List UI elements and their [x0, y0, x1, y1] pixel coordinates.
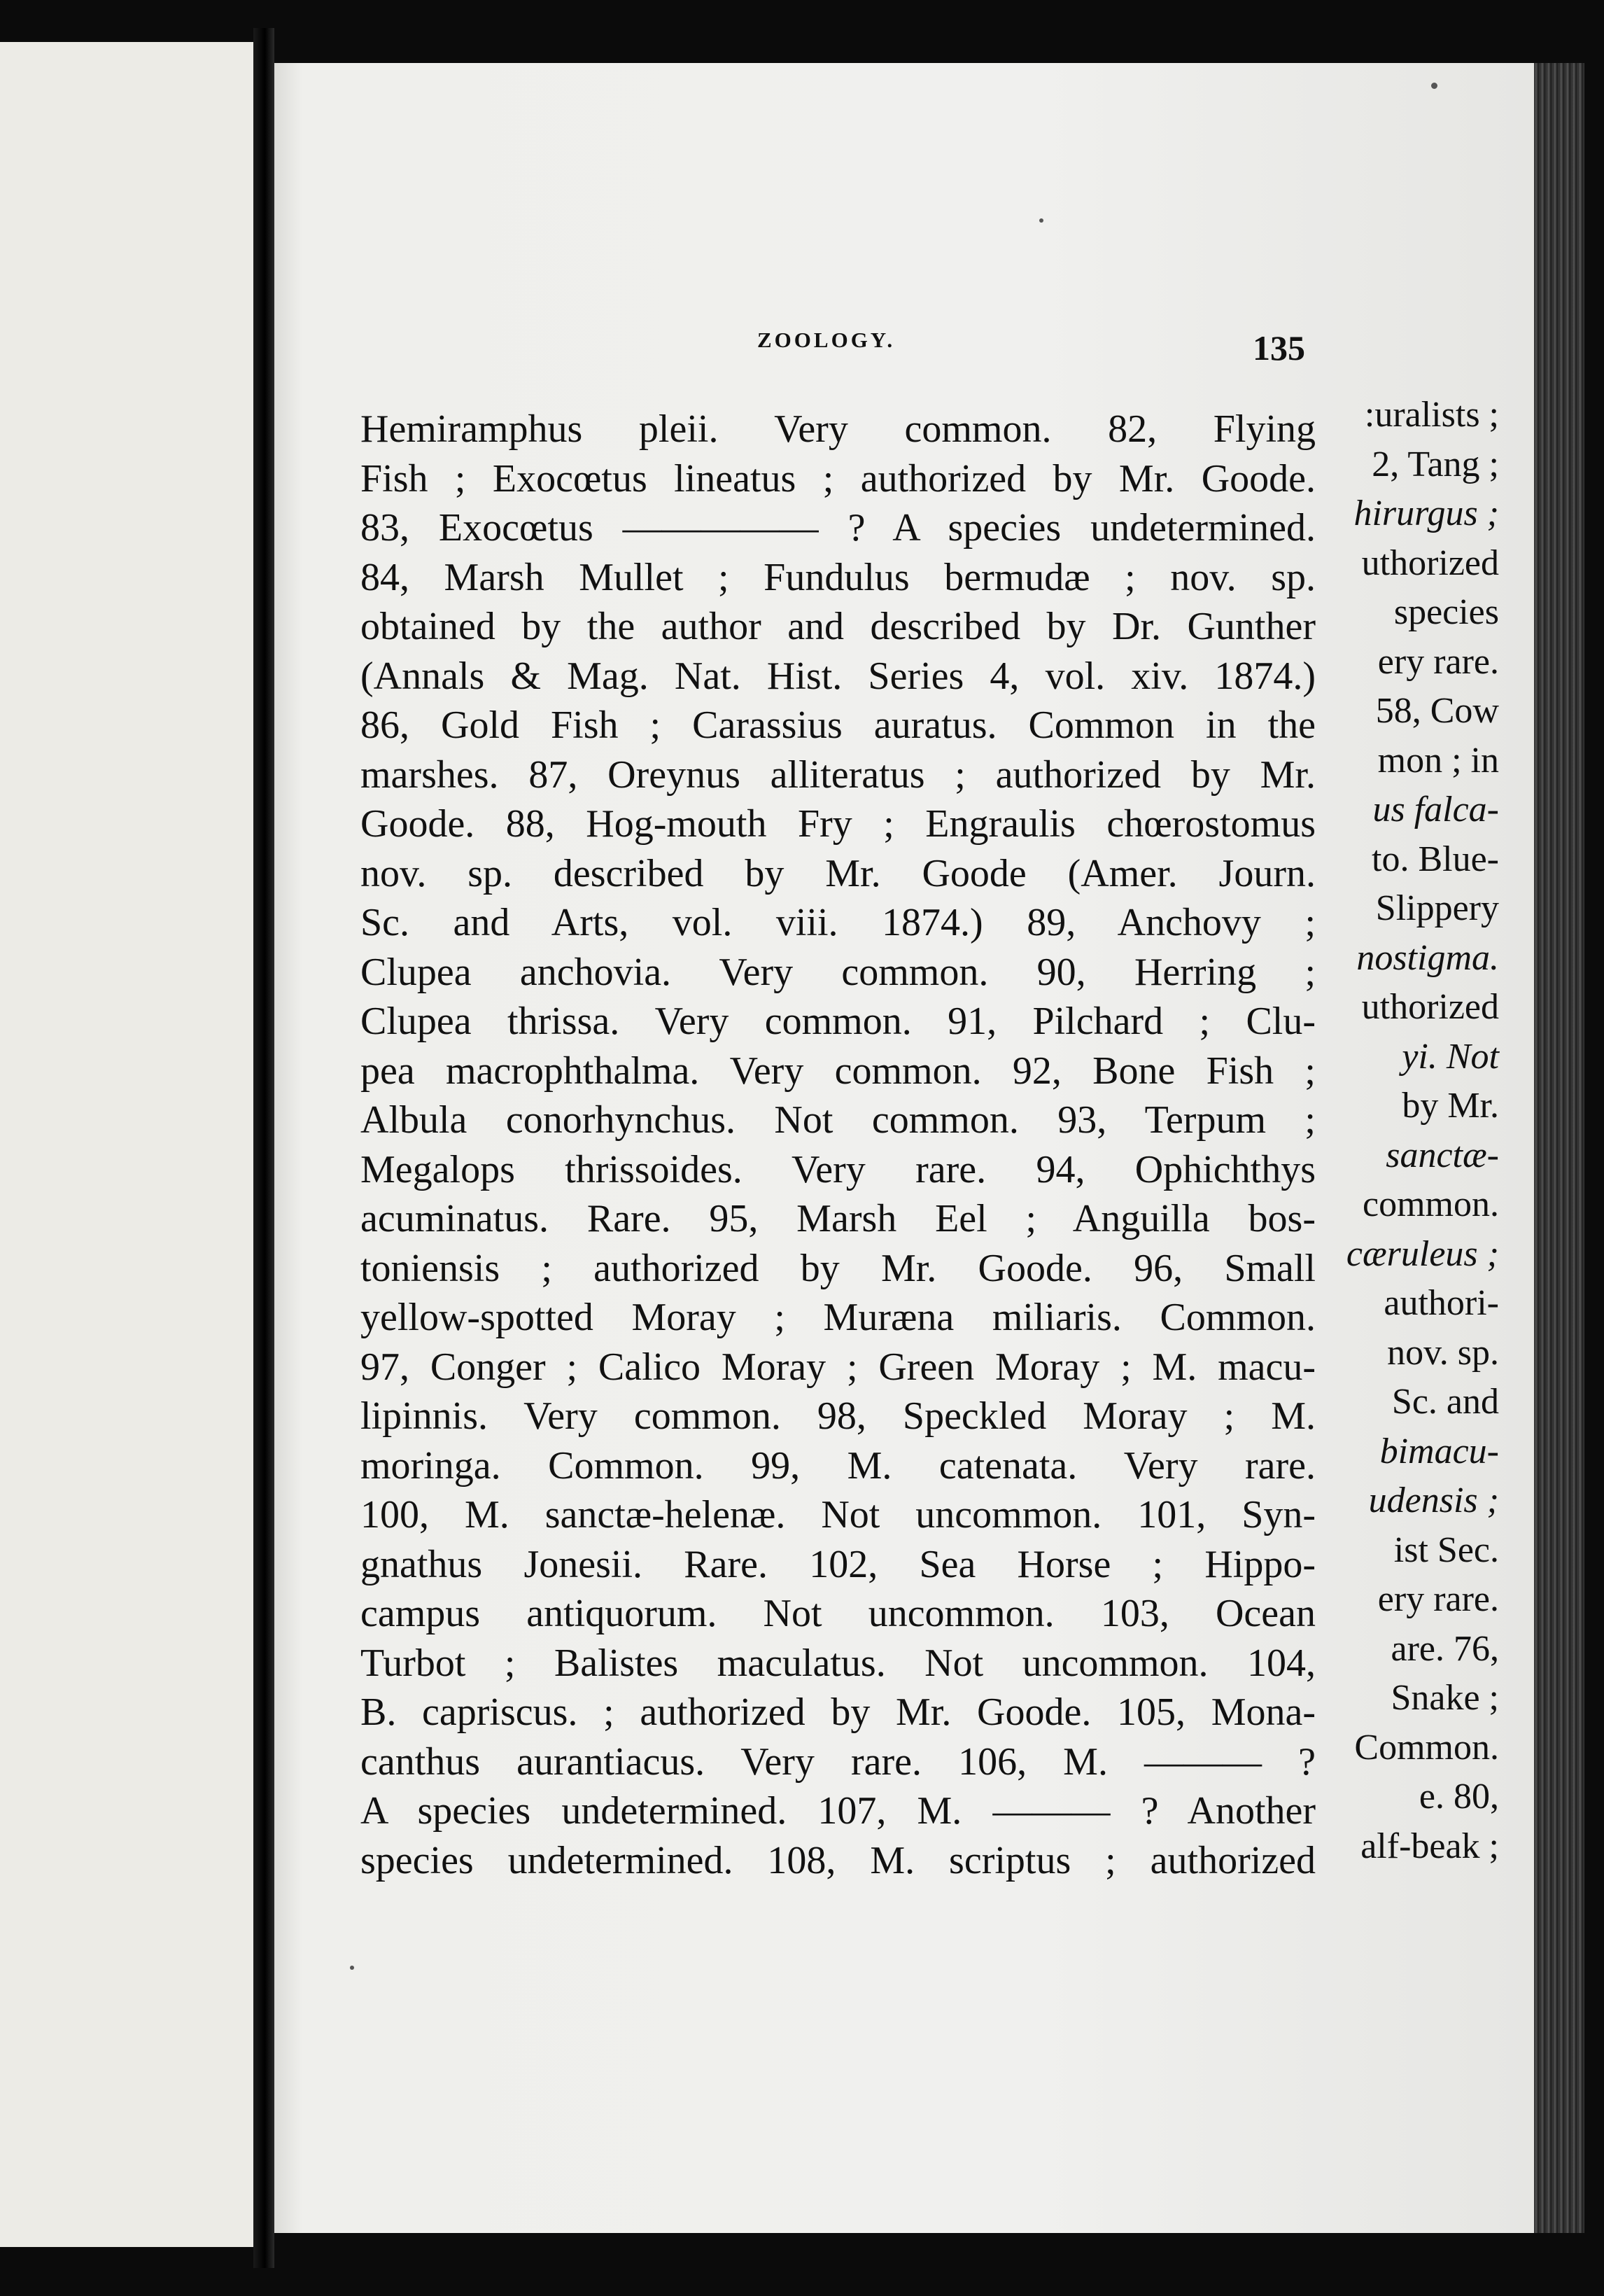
body-line: A species undetermined. 107, M. ——— ? Another	[360, 1789, 1316, 1833]
page-body-text	[360, 405, 1316, 1885]
body-line: Fish ; Exocœtus lineatus ; authorized by Mr. Goode.	[360, 456, 1316, 500]
body-line: Megalops thrissoides. Very rare. 94, Ophichthys	[360, 1147, 1316, 1191]
body-line: moringa. Common. 99, M. catenata. Very rare.	[360, 1443, 1316, 1488]
body-line: canthus aurantiacus. Very rare. 106, M. ——— ?	[360, 1740, 1316, 1784]
body-line: Albula conorhynchus. Not common. 93, Terpum ;	[360, 1098, 1316, 1142]
body-line: Clupea anchovia. Very common. 90, Herring ;	[360, 950, 1316, 994]
body-line: 100, M. sanctæ-helenæ. Not uncommon. 101, Syn-	[360, 1493, 1316, 1536]
left-page-fragment: Snake ;	[1391, 1678, 1499, 1718]
body-line: 84, Marsh Mullet ; Fundulus bermudæ ; nov. sp.	[360, 555, 1316, 599]
body-line: lipinnis. Very common. 98, Speckled Moray ; M.	[360, 1394, 1316, 1438]
page-number: 135	[1253, 328, 1305, 368]
left-page-fragment: ery rare.	[1377, 641, 1499, 682]
left-page-fragment: hirurgus ;	[1353, 493, 1499, 533]
left-page-text-fragments	[1334, 391, 1499, 1871]
left-page-fragment: uthorized	[1361, 542, 1499, 583]
speck	[1039, 218, 1043, 223]
left-page-fragment: mon ; in	[1377, 740, 1499, 780]
left-page-fragment: authori-	[1384, 1283, 1499, 1323]
body-line: nov. sp. described by Mr. Goode (Amer. Journ.	[360, 851, 1316, 895]
running-head: ZOOLOGY.	[757, 328, 896, 352]
left-page-fragment: yi. Not	[1402, 1036, 1499, 1077]
left-page-fragment: alf-beak ;	[1360, 1826, 1499, 1866]
left-page-fragment: e. 80,	[1419, 1777, 1499, 1816]
body-line: yellow-spotted Moray ; Muræna miliaris. Common.	[360, 1296, 1316, 1339]
speck	[350, 1966, 354, 1970]
left-page-fragment: are. 76,	[1391, 1628, 1499, 1669]
left-page-fragment: cæruleus ;	[1346, 1233, 1499, 1274]
body-line: Goode. 88, Hog-mouth Fry ; Engraulis chœrostomus	[360, 802, 1316, 846]
body-line: Turbot ; Balistes maculatus. Not uncommon. 104,	[360, 1641, 1316, 1685]
body-line: toniensis ; authorized by Mr. Goode. 96, Small	[360, 1246, 1316, 1290]
speck	[1431, 83, 1437, 89]
left-page-fragment: by Mr.	[1402, 1086, 1499, 1126]
left-page-fragment: Slippery	[1375, 888, 1499, 928]
body-line: 83, Exocœtus ————— ? A species undetermined.	[360, 506, 1316, 550]
body-line: (Annals & Mag. Nat. Hist. Series 4, vol. xiv. 1874.)	[360, 654, 1316, 698]
body-line: Sc. and Arts, vol. viii. 1874.) 89, Anchovy ;	[360, 901, 1316, 944]
left-page	[0, 42, 260, 2247]
body-line: Clupea thrissa. Very common. 91, Pilchard ; Clu-	[360, 1000, 1316, 1043]
body-line: acuminatus. Rare. 95, Marsh Eel ; Anguilla bos-	[360, 1197, 1316, 1240]
body-line: obtained by the author and described by Dr. Gunther	[360, 605, 1316, 648]
left-page-fragment: 58, Cow	[1375, 691, 1499, 731]
body-line: Hemiramphus pleii. Very common. 82, Flying	[360, 407, 1316, 451]
body-line: marshes. 87, Oreynus alliteratus ; authorized by Mr.	[360, 752, 1316, 797]
left-page-fragment: sanctæ-	[1386, 1135, 1499, 1175]
body-line: pea macrophthalma. Very common. 92, Bone Fish ;	[360, 1049, 1316, 1093]
left-page-fragment: bimacu-	[1379, 1431, 1499, 1471]
left-page-fragment: us falca-	[1372, 790, 1499, 830]
body-line: B. capriscus. ; authorized by Mr. Goode. 105, Mona-	[360, 1690, 1316, 1734]
left-page-fragment: common.	[1363, 1184, 1499, 1224]
left-page-fragment: 2, Tang ;	[1372, 444, 1499, 484]
left-page-fragment: :uralists ;	[1364, 395, 1499, 435]
left-page-fragment: ist Sec.	[1393, 1530, 1499, 1570]
left-page-fragment: uthorized	[1361, 987, 1499, 1027]
left-page-fragment: nov. sp.	[1387, 1332, 1499, 1373]
left-page-fragment: Sc. and	[1391, 1382, 1499, 1422]
book-gutter	[253, 28, 274, 2268]
page-edges	[1534, 63, 1584, 2233]
body-line: gnathus Jonesii. Rare. 102, Sea Horse ; Hippo-	[360, 1542, 1316, 1586]
left-page-fragment: nostigma.	[1356, 937, 1499, 978]
left-page-fragment: to. Blue-	[1372, 839, 1499, 879]
body-line: 86, Gold Fish ; Carassius auratus. Common in the	[360, 704, 1316, 747]
left-page-fragment: Common.	[1354, 1727, 1499, 1768]
body-line: 97, Conger ; Calico Moray ; Green Moray ; M. macu-	[360, 1345, 1316, 1389]
left-page-fragment: udensis ;	[1368, 1480, 1499, 1520]
body-line: campus antiquorum. Not uncommon. 103, Ocean	[360, 1592, 1316, 1635]
left-page-fragment: ery rare.	[1377, 1579, 1499, 1619]
body-line: species undetermined. 108, M. scriptus ; authorized	[360, 1838, 1316, 1882]
left-page-fragment: species	[1393, 592, 1499, 632]
